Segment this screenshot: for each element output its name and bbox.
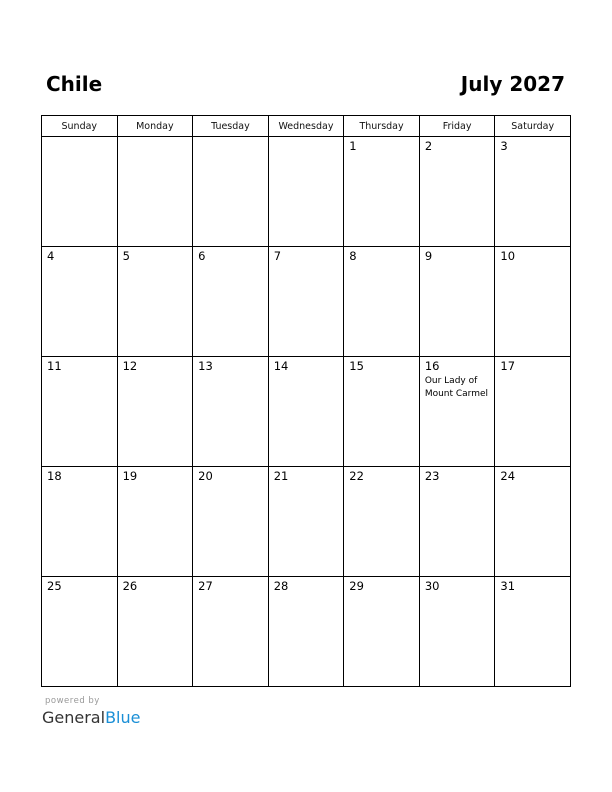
- calendar-grid: [41, 115, 571, 687]
- day-cell: [193, 357, 269, 467]
- week-row: [42, 577, 571, 687]
- day-number: 21: [273, 469, 289, 483]
- day-cell: [344, 467, 420, 577]
- day-cell: [268, 247, 344, 357]
- day-cell: [495, 577, 571, 687]
- day-number: 18: [47, 469, 62, 483]
- brand-general-text: General: [42, 708, 106, 727]
- week-row: [42, 137, 571, 247]
- day-number: 31: [500, 579, 516, 593]
- weekday-header-row: [42, 116, 571, 137]
- day-number: 23: [424, 469, 440, 483]
- day-cell: [42, 577, 118, 687]
- powered-by-text: powered by: [45, 696, 100, 706]
- day-number: [118, 137, 193, 140]
- day-cell: [193, 247, 269, 357]
- day-cell: [193, 137, 269, 247]
- day-number: 4: [47, 249, 55, 263]
- day-number: 17: [500, 359, 516, 373]
- day-number: 9: [424, 249, 433, 263]
- day-cell: [419, 137, 495, 247]
- day-cell: [117, 247, 193, 357]
- day-cell: [117, 357, 193, 467]
- day-cell: [495, 137, 571, 247]
- day-number: 15: [349, 359, 364, 373]
- day-number: 25: [47, 579, 62, 593]
- day-number: 13: [198, 359, 213, 373]
- day-number: 6: [198, 249, 206, 263]
- week-row: [42, 247, 571, 357]
- country-title: Chile: [46, 72, 103, 96]
- generalblue-footer[interactable]: [42, 696, 140, 728]
- day-number: 19: [122, 469, 138, 483]
- day-cell: [42, 247, 118, 357]
- day-cell: [42, 137, 118, 247]
- day-number: 11: [47, 359, 62, 373]
- day-cell: [117, 467, 193, 577]
- day-cell: [42, 467, 118, 577]
- day-cell: [117, 137, 193, 247]
- day-cell: [268, 467, 344, 577]
- day-cell: [42, 357, 118, 467]
- generalblue-logo[interactable]: [42, 708, 140, 728]
- day-number: 1: [349, 139, 357, 153]
- day-number: 22: [349, 469, 364, 483]
- day-cell: [344, 137, 420, 247]
- weekday-saturday: Saturday: [495, 116, 571, 137]
- day-cell: [495, 357, 571, 467]
- week-row: [42, 467, 571, 577]
- day-number: 26: [122, 579, 138, 593]
- day-cell: [344, 357, 420, 467]
- day-number: 12: [122, 359, 138, 373]
- day-cell: [344, 247, 420, 357]
- day-cell: [419, 467, 495, 577]
- day-number: [269, 137, 344, 140]
- month-year-title: July 2027: [460, 72, 565, 96]
- day-number: 24: [500, 469, 516, 483]
- day-cell: [268, 357, 344, 467]
- day-number: 2: [424, 139, 433, 153]
- day-cell-holiday: [419, 357, 495, 467]
- weekday-sunday: Sunday: [42, 116, 118, 137]
- day-cell: [268, 577, 344, 687]
- day-number: 10: [500, 249, 516, 263]
- day-number: 16: [424, 359, 440, 373]
- weekday-tuesday: Tuesday: [193, 116, 269, 137]
- day-number: 27: [198, 579, 213, 593]
- day-cell: [193, 577, 269, 687]
- day-number: 29: [349, 579, 364, 593]
- day-cell: [419, 247, 495, 357]
- day-cell: [193, 467, 269, 577]
- day-number: 28: [273, 579, 289, 593]
- day-number: [193, 137, 268, 140]
- day-number: 7: [273, 249, 282, 263]
- weekday-wednesday: Wednesday: [268, 116, 344, 137]
- week-row: [42, 357, 571, 467]
- day-cell: [344, 577, 420, 687]
- day-cell: [419, 577, 495, 687]
- day-number: 5: [122, 249, 130, 263]
- weekday-monday: Monday: [117, 116, 193, 137]
- weekday-friday: Friday: [419, 116, 495, 137]
- day-cell: [268, 137, 344, 247]
- day-number: 3: [500, 139, 508, 153]
- day-number: 8: [349, 249, 357, 263]
- day-number: 30: [424, 579, 440, 593]
- day-number: 14: [273, 359, 289, 373]
- day-cell: [495, 467, 571, 577]
- weekday-thursday: Thursday: [344, 116, 420, 137]
- day-number: [42, 137, 117, 140]
- day-cell: [117, 577, 193, 687]
- day-cell: [495, 247, 571, 357]
- day-number: 20: [198, 469, 213, 483]
- holiday-label: Our Lady of Mount Carmel: [424, 376, 489, 399]
- brand-blue-text: Blue: [105, 708, 141, 727]
